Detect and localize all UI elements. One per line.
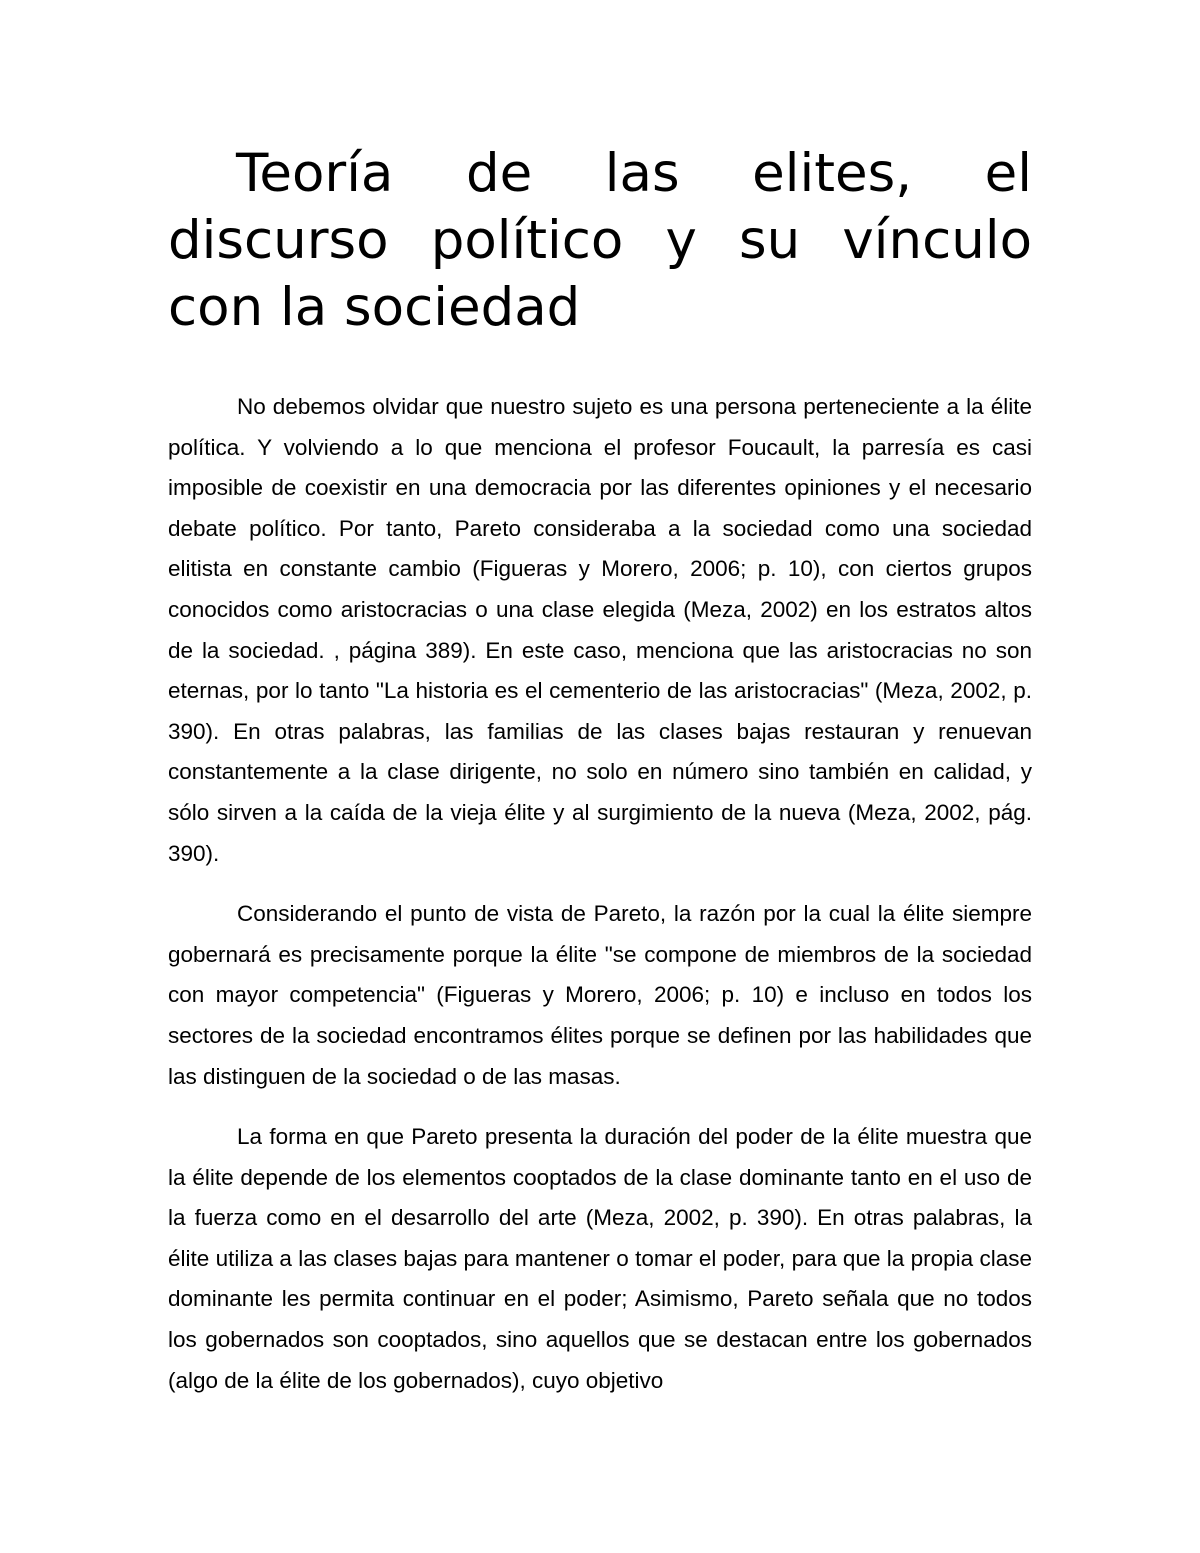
paragraph-1: No debemos olvidar que nuestro sujeto es una persona perteneciente a la élite política. Y volviendo a lo que menciona el profesor Foucault, la parresía es casi imposible de coexistir en una democracia por las diferentes opiniones y el necesario debate político. Por tanto, Pareto consideraba a la sociedad como una sociedad elitista en constante cambio (Figueras y Morero, 2006; p. 10), con ciertos grupos conocidos como aristocracias o una clase elegida (Meza, 2002) en los estratos altos de la sociedad. , página 389). En este caso, menciona que las aristocracias no son eternas, por lo tanto "La historia es el cementerio de las aristocracias" (Meza, 2002, p. 390). En otras palabras, las familias de las clases bajas restauran y renuevan constantemente a la clase dirigente, no solo en número sino también en calidad, y sólo sirven a la caída de la vieja élite y al surgimiento de la nueva (Meza, 2002, pág. 390). [168,394,1032,866]
document-body [168,387,1032,1421]
paragraph-2: Considerando el punto de vista de Pareto, la razón por la cual la élite siempre gobernará es precisamente porque la élite "se compone de miembros de la sociedad con mayor competencia" (Figueras y Morero, 2006; p. 10) e incluso en todos los sectores de la sociedad encontramos élites porque se definen por las habilidades que las distinguen de la sociedad o de las masas. [168,901,1032,1089]
document-title: Teoría de las elites, el discurso político y su vínculo con la sociedad [168,143,1032,338]
paragraph-3: La forma en que Pareto presenta la duración del poder de la élite muestra que la élite depende de los elementos cooptados de la clase dominante tanto en el uso de la fuerza como en el desarrollo del arte (Meza, 2002, p. 390). En otras palabras, la élite utiliza a las clases bajas para mantener o tomar el poder, para que la propia clase dominante les permita continuar en el poder; Asimismo, Pareto señala que no todos los gobernados son cooptados, sino aquellos que se destacan entre los gobernados (algo de la élite de los gobernados), cuyo objetivo [168,1124,1032,1393]
